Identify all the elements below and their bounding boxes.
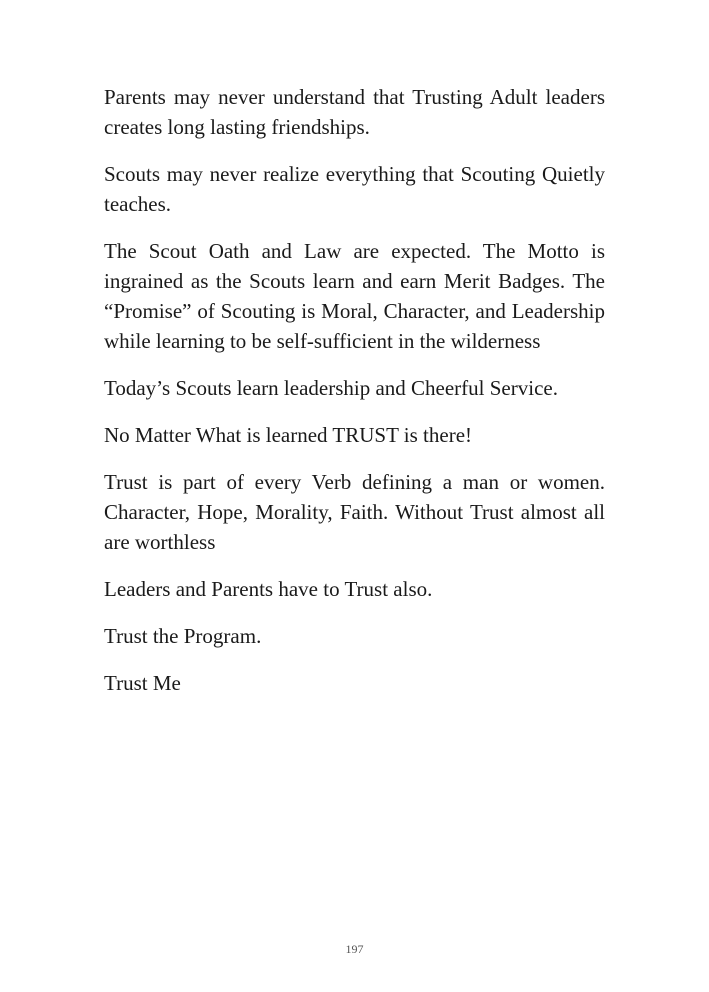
paragraph-trust-me: Trust Me <box>104 671 181 695</box>
paragraph-trust-program: Trust the Program. <box>104 624 262 648</box>
paragraph-oath-and-law: The Scout Oath and Law are expected. The Motto is ingrained as the Scouts learn and earn Merit Badges. The “Promise” of Scouting is Moral, Character, and Leadership while learning to be self-sufficient in the wilderness <box>104 239 605 353</box>
paragraph-parents-trust: Parents may never understand that Trusting Adult leaders creates long lasting friendships. <box>104 85 605 139</box>
paragraph-trust-verb: Trust is part of every Verb defining a man or women. Character, Hope, Morality, Faith. Without Trust almost all are worthless <box>104 470 605 554</box>
page-body <box>104 82 605 715</box>
paragraph-todays-scouts: Today’s Scouts learn leadership and Cheerful Service. <box>104 376 558 400</box>
paragraph-scouts-realize: Scouts may never realize everything that Scouting Quietly teaches. <box>104 162 605 216</box>
paragraph-leaders-parents: Leaders and Parents have to Trust also. <box>104 577 433 601</box>
paragraph-trust-is-there: No Matter What is learned TRUST is there! <box>104 423 473 447</box>
page-number: 197 <box>345 942 364 956</box>
